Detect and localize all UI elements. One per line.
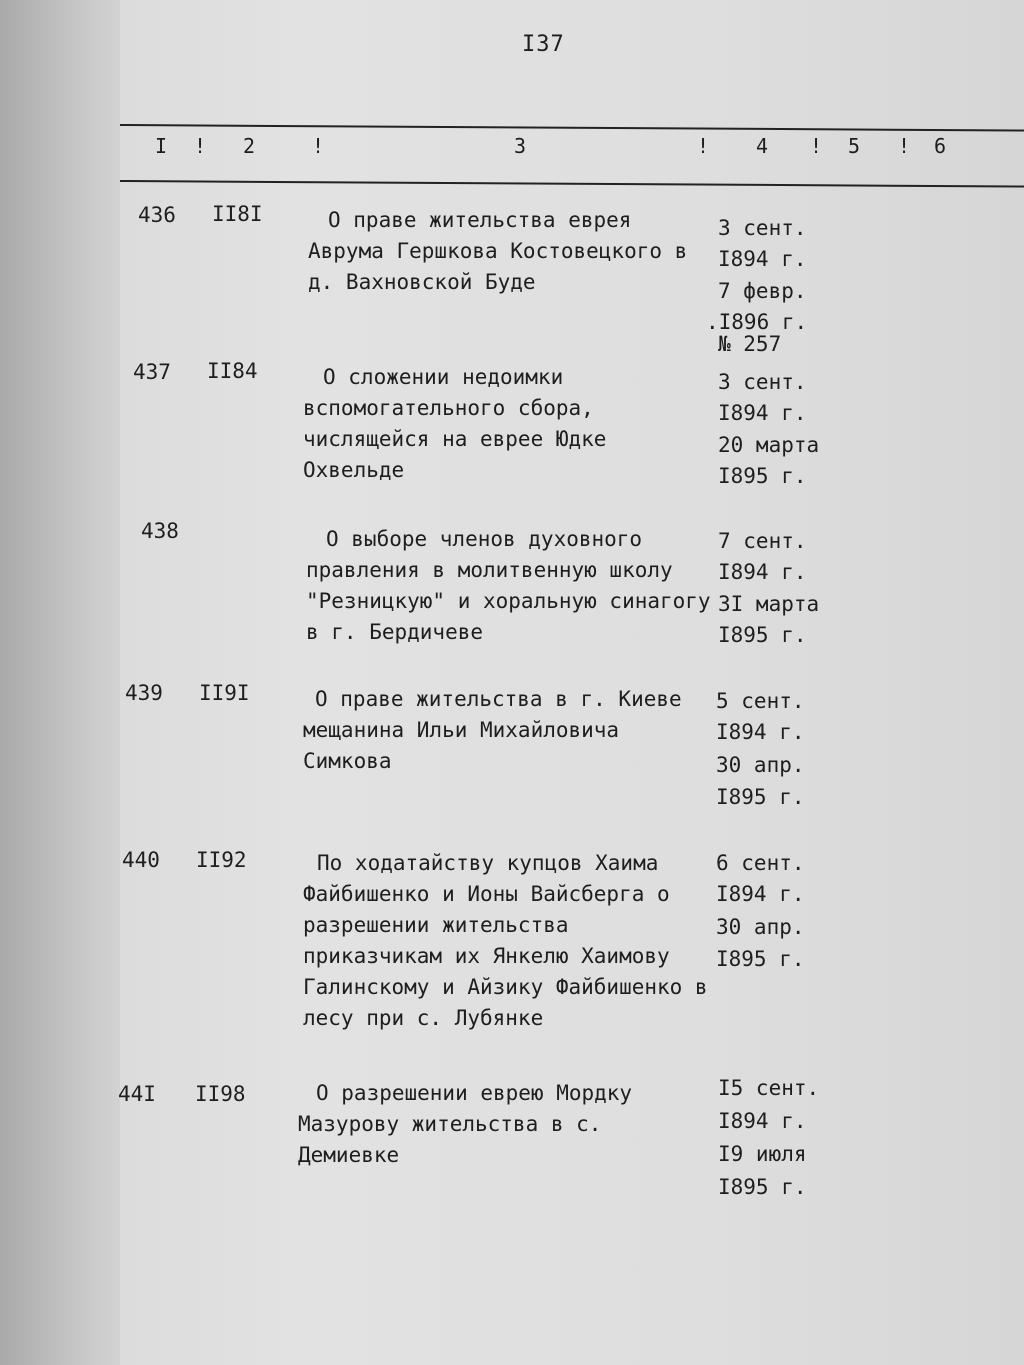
entry-date: 30 апр.	[716, 915, 805, 939]
entry-date: I895 г.	[716, 785, 805, 809]
entry-date: 3 сент.	[718, 370, 807, 394]
header-sep: !	[898, 134, 911, 158]
entry-date: 7 февр.	[718, 279, 807, 303]
header-col-3: 3	[514, 134, 527, 158]
header-col-2: 2	[243, 134, 256, 158]
entry-reference: № 257	[718, 332, 782, 356]
header-col-1: I	[155, 134, 168, 158]
entry-date: 5 сент.	[716, 689, 805, 713]
entry-date: I894 г.	[718, 401, 807, 425]
entry-date: I5 сент.	[718, 1076, 820, 1100]
page-number: I37	[522, 32, 565, 57]
header-col-6: 6	[934, 134, 947, 158]
entry-description: О праве жительства еврея Аврума Гершкова Костовецкого в д. Вахновской Буде	[308, 208, 688, 294]
entry-date: 7 сент.	[718, 529, 807, 553]
header-sep: !	[810, 134, 823, 158]
book-gutter	[0, 0, 120, 1365]
entry-case-number: II98	[195, 1082, 246, 1106]
entry-number: 439	[125, 681, 163, 705]
entry-date: I895 г.	[716, 947, 805, 971]
entry-date: 20 марта	[718, 433, 820, 457]
entry-date: 6 сент.	[716, 851, 805, 875]
entry-date: .I896 г.	[706, 310, 808, 334]
entry-number: 440	[122, 848, 160, 872]
header-sep: !	[312, 134, 325, 158]
entry-date: 30 апр.	[716, 753, 805, 777]
entry-number: 436	[138, 203, 176, 227]
entry-date: I895 г.	[718, 1175, 807, 1199]
header-rule-top	[120, 124, 1024, 132]
header-rule-bottom	[120, 180, 1024, 188]
header-sep: !	[194, 134, 207, 158]
entry-description: О выборе членов духовного правления в молитвенную школу "Резницкую" и хоральную синагогу в г. Бердичеве	[306, 527, 711, 644]
entry-case-number: II92	[196, 848, 247, 872]
entry-number: 437	[133, 360, 171, 384]
header-col-4: 4	[756, 134, 769, 158]
entry-case-number: II9I	[199, 681, 250, 705]
entry-case-number: II84	[207, 359, 258, 383]
entry-description: По ходатайству купцов Хаима Файбишенко и Ионы Вайсберга о разрешении жительства приказчикам их Янкелю Хаимову Галинскому и Айзику Файбишенко в лесу при с. Лубянке	[303, 851, 708, 1030]
entry-date: I9 июля	[718, 1142, 807, 1166]
entry-date: I895 г.	[718, 623, 807, 647]
header-sep: !	[697, 134, 710, 158]
entry-date: I894 г.	[716, 882, 805, 906]
entry-description: О сложении недоимки вспомогательного сбора, числящейся на еврее Юдке Охвельде	[303, 365, 607, 482]
entry-date: I894 г.	[718, 560, 807, 584]
entry-date: 3 сент.	[718, 216, 807, 240]
entry-case-number: II8I	[212, 202, 263, 226]
entry-date: I894 г.	[718, 247, 807, 271]
entry-date: I894 г.	[716, 720, 805, 744]
entry-description: О праве жительства в г. Киеве мещанина Ильи Михайловича Симкова	[303, 687, 682, 773]
header-col-5: 5	[848, 134, 861, 158]
entry-number: 44I	[118, 1082, 156, 1106]
entry-date: I894 г.	[718, 1109, 807, 1133]
entry-date: 3I марта	[718, 592, 820, 616]
entry-number: 438	[141, 519, 179, 543]
entry-date: I895 г.	[718, 464, 807, 488]
entry-description: О разрешении еврею Мордку Мазурову жительства в с. Демиевке	[298, 1081, 633, 1167]
